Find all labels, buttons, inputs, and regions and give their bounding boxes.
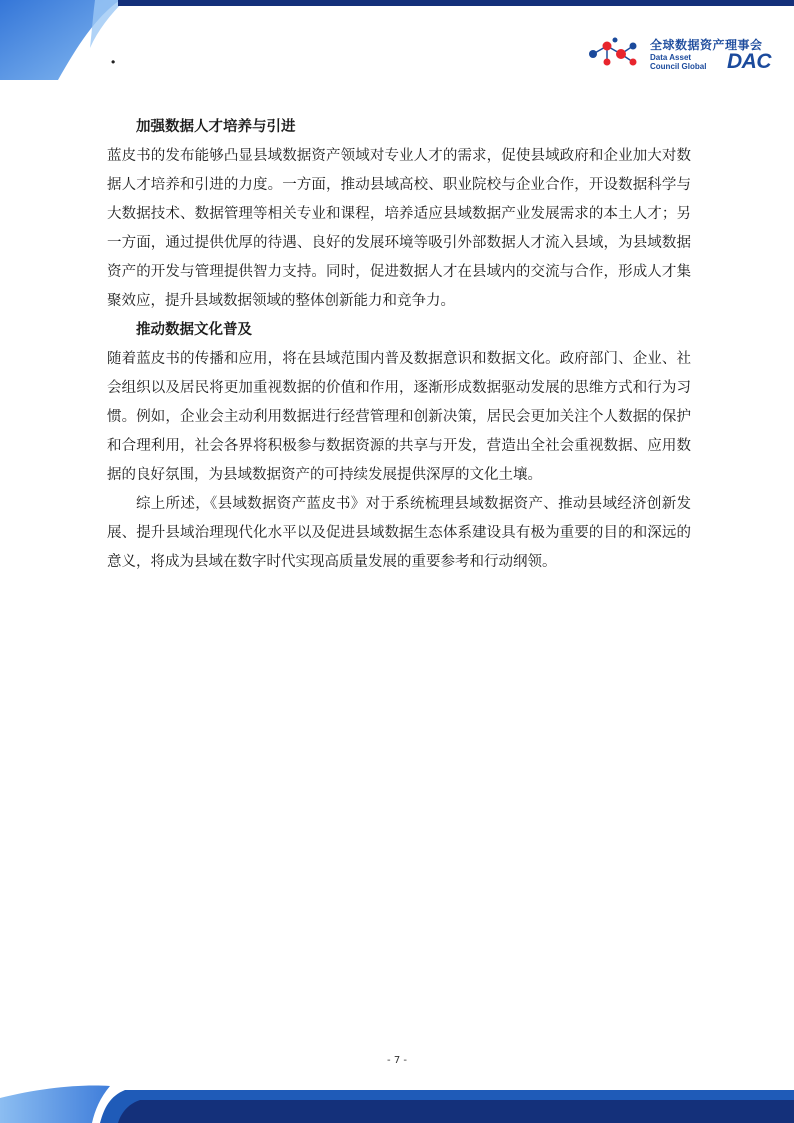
section-paragraph: 随着蓝皮书的传播和应用，将在县域范围内普及数据意识和数据文化。政府部门、企业、社会组织以及居民将更加重视数据的价值和作用，逐渐形成数据驱动发展的思维方式和行为习惯。例如，企业会主动利用数据进行经营管理和创新决策，居民会更加关注个人数据的保护和合理利用，社会各界将积极参与数据资源的共享与开发，营造出全社会重视数据、应用数据的良好氛围，为县域数据资产的可持续发展提供深厚的文化土壤。 <box>107 351 691 483</box>
footer-decoration <box>0 1078 794 1123</box>
molecule-logo-icon <box>585 34 645 74</box>
logo-name-en <box>650 53 706 71</box>
bullet-mark: · <box>110 52 117 73</box>
document-body <box>107 113 691 577</box>
page-number: - 7 - <box>387 1055 407 1066</box>
logo-abbr: DAC <box>727 50 771 73</box>
conclusion-paragraph: 综上所述，《县域数据资产蓝皮书》对于系统梳理县域数据资产、推动县域经济创新发展、提升县域治理现代化水平以及促进县域数据生态体系建设具有极为重要的目的和深远的意义，将成为县域在数字时代实现高质量发展的重要参考和行动纲领。 <box>107 496 691 570</box>
section-heading: 加强数据人才培养与引进 <box>136 119 296 135</box>
logo-name-en-line2: Council Global <box>650 62 707 71</box>
logo-name-en-line1: Data Asset <box>650 53 692 62</box>
section-heading: 推动数据文化普及 <box>136 322 252 338</box>
section-paragraph: 蓝皮书的发布能够凸显县域数据资产领域对专业人才的需求，促使县域政府和企业加大对数据人才培养和引进的力度。一方面，推动县域高校、职业院校与企业合作，开设数据科学与大数据技术、数据管理等相关专业和课程，培养适应县域数据产业发展需求的本土人才；另一方面，通过提供优厚的待遇、良好的发展环境等吸引外部数据人才流入县域，为县域数据资产的开发与管理提供智力支持。同时，促进数据人才在县域内的交流与合作，形成人才集聚效应，提升县域数据领域的整体创新能力和竞争力。 <box>107 148 691 309</box>
organization-logo <box>585 32 785 76</box>
logo-name-cn: 全球数据资产理事会 <box>650 38 763 52</box>
